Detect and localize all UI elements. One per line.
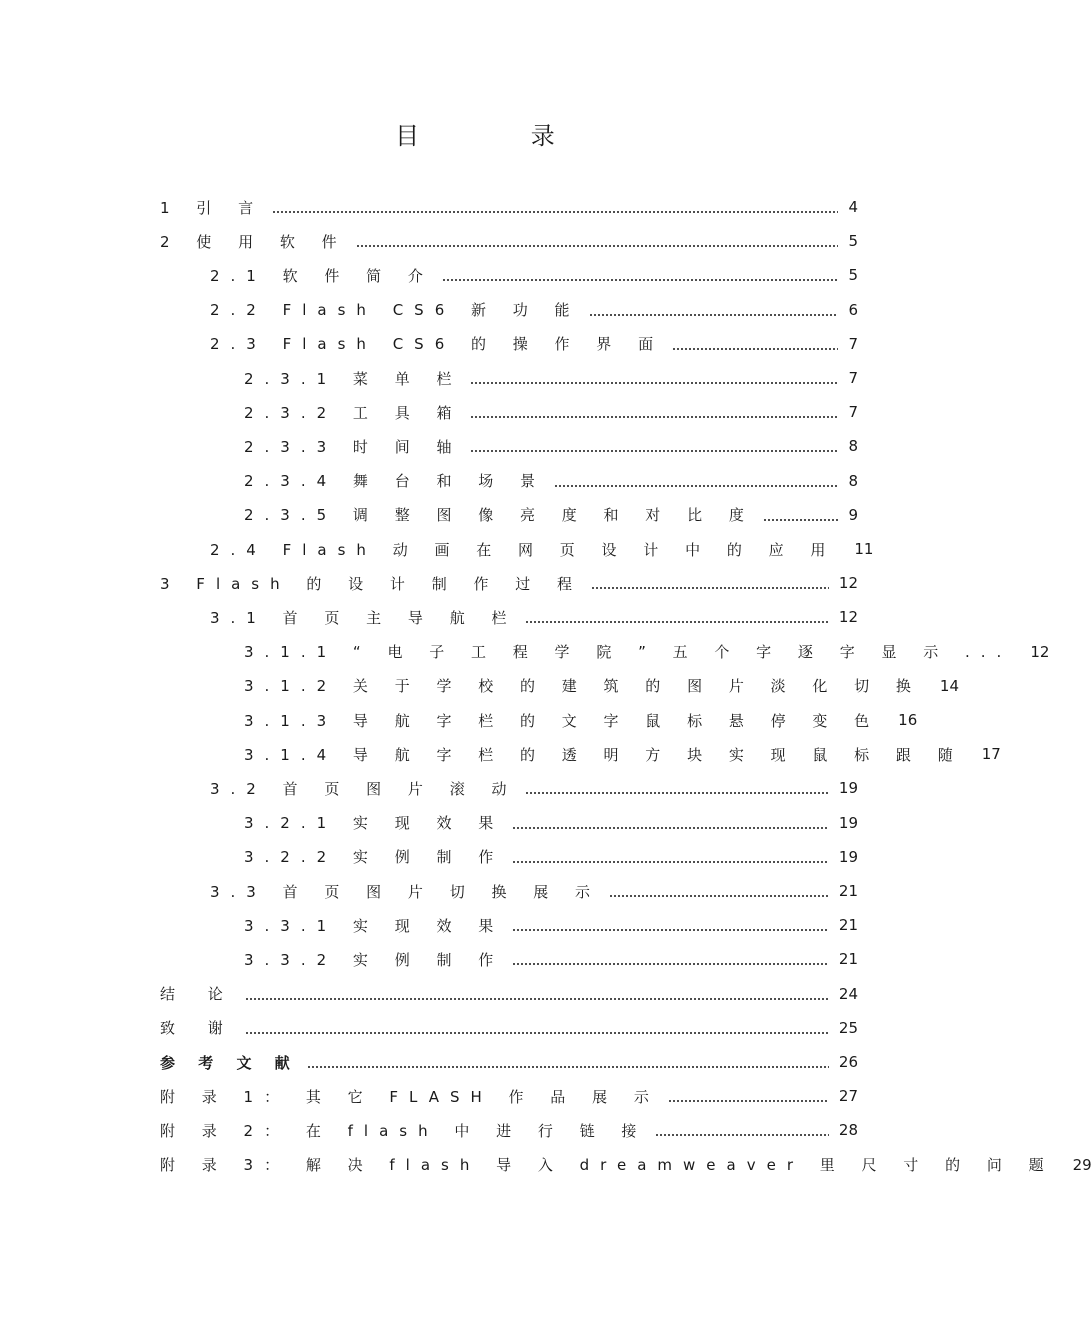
- toc-page-number: 27: [838, 1087, 858, 1106]
- toc-entry-label: 2.2 Flash CS6 新 功 能: [210, 301, 581, 320]
- toc-entry-label: 2.4 Flash 动 画 在 网 页 设 计 中 的 应 用: [210, 540, 837, 559]
- toc-dot-leader: [672, 348, 838, 350]
- toc-entry[interactable]: [160, 1045, 858, 1079]
- toc-page-number: 5: [848, 232, 858, 251]
- toc-dot-leader: [245, 998, 829, 1000]
- toc-entry-label: 参 考 文 献: [160, 1053, 299, 1072]
- toc-entry[interactable]: [160, 1011, 858, 1045]
- toc-page-number: 8: [848, 471, 858, 490]
- toc-entry[interactable]: [244, 498, 858, 532]
- toc-page-number: 21: [838, 916, 858, 935]
- page-title: 目 录: [395, 122, 607, 150]
- toc-entry[interactable]: [160, 190, 858, 224]
- toc-entry-label: 附 录 1： 其 它 FLASH 作 品 展 示: [160, 1087, 660, 1106]
- toc-page-number: 19: [838, 847, 858, 866]
- toc-entry[interactable]: [160, 224, 858, 258]
- toc-entry[interactable]: [160, 1113, 858, 1147]
- toc-entry-label: 3.1.1 “ 电 子 工 程 学 院 ” 五 个 字 逐 字 显 示 ...: [244, 643, 1013, 662]
- toc-page-number: 16: [898, 711, 918, 729]
- toc-dot-leader: [356, 245, 839, 247]
- toc-entry-label: 2.3.5 调 整 图 像 亮 度 和 对 比 度: [244, 506, 755, 525]
- toc-page-number: 17: [981, 745, 1001, 764]
- toc-entry[interactable]: [210, 532, 874, 566]
- toc-page-number: 6: [848, 300, 858, 319]
- toc-entry[interactable]: [244, 737, 1001, 771]
- toc-dot-leader: [442, 279, 839, 281]
- toc-entry[interactable]: [210, 327, 858, 361]
- toc-entry[interactable]: [244, 669, 960, 703]
- toc-entry[interactable]: [210, 600, 858, 634]
- toc-dot-leader: [668, 1100, 829, 1102]
- toc-page-number: 9: [848, 505, 858, 524]
- toc-entry[interactable]: [244, 361, 858, 395]
- toc-dot-leader: [470, 416, 838, 418]
- toc-dot-leader: [470, 450, 838, 452]
- toc-page-number: 28: [838, 1121, 858, 1140]
- toc-page-number: 12: [1030, 642, 1050, 661]
- toc-entry-label: 3.3.1 实 现 效 果: [244, 916, 505, 935]
- toc-page-number: 5: [848, 266, 858, 285]
- toc-entry[interactable]: [244, 806, 858, 840]
- toc-entry-label: 3.1.2 关 于 学 校 的 建 筑 的 图 片 淡 化 切 换: [244, 677, 922, 696]
- toc-page-number: 21: [838, 950, 858, 969]
- toc-page-number: 4: [848, 198, 858, 216]
- toc-entry[interactable]: [244, 429, 858, 463]
- toc-entry[interactable]: [210, 258, 858, 292]
- toc-page-number: 7: [848, 369, 858, 387]
- toc-dot-leader: [512, 929, 829, 931]
- toc-entry[interactable]: [210, 293, 858, 327]
- toc-page-number: 19: [838, 779, 858, 798]
- toc-entry[interactable]: [210, 874, 858, 908]
- toc-page-number: 7: [848, 403, 858, 422]
- toc-entry-label: 3 Flash 的 设 计 制 作 过 程: [160, 574, 583, 593]
- toc-entry[interactable]: [160, 566, 858, 600]
- toc-entry[interactable]: [244, 908, 858, 942]
- toc-entry-label: 3.2 首 页 图 片 滚 动: [210, 779, 518, 798]
- toc-dot-leader: [307, 1066, 829, 1068]
- toc-page-number: 7: [848, 334, 858, 353]
- toc-entry[interactable]: [244, 395, 858, 429]
- toc-dot-leader: [512, 827, 829, 829]
- toc-dot-leader: [272, 211, 838, 213]
- toc-entry-label: 3.3.2 实 例 制 作: [244, 950, 505, 969]
- toc-dot-leader: [525, 621, 828, 623]
- toc-dot-leader: [591, 587, 829, 589]
- toc-entry-label: 致 谢: [160, 1019, 237, 1038]
- toc-dot-leader: [470, 382, 838, 384]
- toc-entry-label: 附 录 2： 在 flash 中 进 行 链 接: [160, 1121, 648, 1140]
- toc-entry-label: 2.3.3 时 间 轴: [244, 437, 463, 456]
- toc-entry[interactable]: [244, 840, 858, 874]
- toc-page-number: 14: [939, 676, 960, 695]
- toc-entry-label: 3.1 首 页 主 导 航 栏: [210, 608, 518, 627]
- toc-page-number: 26: [838, 1053, 858, 1071]
- toc-entry[interactable]: [160, 1148, 1092, 1182]
- toc-page-number: 19: [838, 813, 858, 832]
- toc-entry-label: 3.2.2 实 例 制 作: [244, 848, 505, 867]
- toc-entry[interactable]: [244, 464, 858, 498]
- toc-entry-label: 附 录 3： 解 决 flash 导 入 dreamweaver 里 尺 寸 的 问 题: [160, 1156, 1055, 1175]
- toc-entry-label: 结 论: [160, 985, 237, 1004]
- toc-page-number: 11: [854, 540, 874, 558]
- toc-entry-label: 2 使 用 软 件: [160, 232, 348, 251]
- toc-dot-leader: [763, 519, 839, 521]
- toc-dot-leader: [589, 314, 839, 316]
- toc-entry-label: 3.1.3 导 航 字 栏 的 文 字 鼠 标 悬 停 变 色: [244, 711, 881, 730]
- toc-entry-label: 2.3.4 舞 台 和 场 景: [244, 472, 547, 491]
- toc-entry[interactable]: [160, 1079, 858, 1113]
- toc-dot-leader: [525, 792, 828, 794]
- toc-page-number: 8: [848, 437, 858, 456]
- toc-entry[interactable]: [210, 771, 858, 805]
- toc-dot-leader: [512, 861, 829, 863]
- toc-page-number: 24: [838, 984, 858, 1003]
- toc-entry-label: 3.3 首 页 图 片 切 换 展 示: [210, 882, 602, 901]
- toc-dot-leader: [554, 485, 838, 487]
- toc-page-number: 12: [838, 574, 858, 593]
- toc-dot-leader: [245, 1032, 829, 1034]
- toc-entry[interactable]: [244, 942, 858, 976]
- toc-entry[interactable]: [160, 977, 858, 1011]
- toc-entry-label: 1 引 言: [160, 198, 265, 217]
- toc-dot-leader: [609, 895, 829, 897]
- toc-entry-label: 2.1 软 件 简 介: [210, 266, 434, 285]
- toc-entry-label: 2.3 Flash CS6 的 操 作 界 面: [210, 335, 665, 354]
- toc-entry-label: 3.2.1 实 现 效 果: [244, 814, 505, 833]
- toc-page-number: 21: [838, 882, 858, 900]
- toc-entry[interactable]: [244, 635, 1050, 669]
- toc-entry[interactable]: [244, 703, 918, 737]
- toc-entry-label: 2.3.1 菜 单 栏: [244, 369, 463, 388]
- toc-entry-label: 3.1.4 导 航 字 栏 的 透 明 方 块 实 现 鼠 标 跟 随: [244, 745, 964, 764]
- toc-entry-label: 2.3.2 工 具 箱: [244, 403, 463, 422]
- toc-page-number: 25: [838, 1018, 858, 1037]
- toc-dot-leader: [512, 963, 829, 965]
- toc-dot-leader: [655, 1134, 828, 1136]
- toc-page-number: 12: [838, 608, 858, 627]
- toc-page-number: 29: [1072, 1155, 1092, 1174]
